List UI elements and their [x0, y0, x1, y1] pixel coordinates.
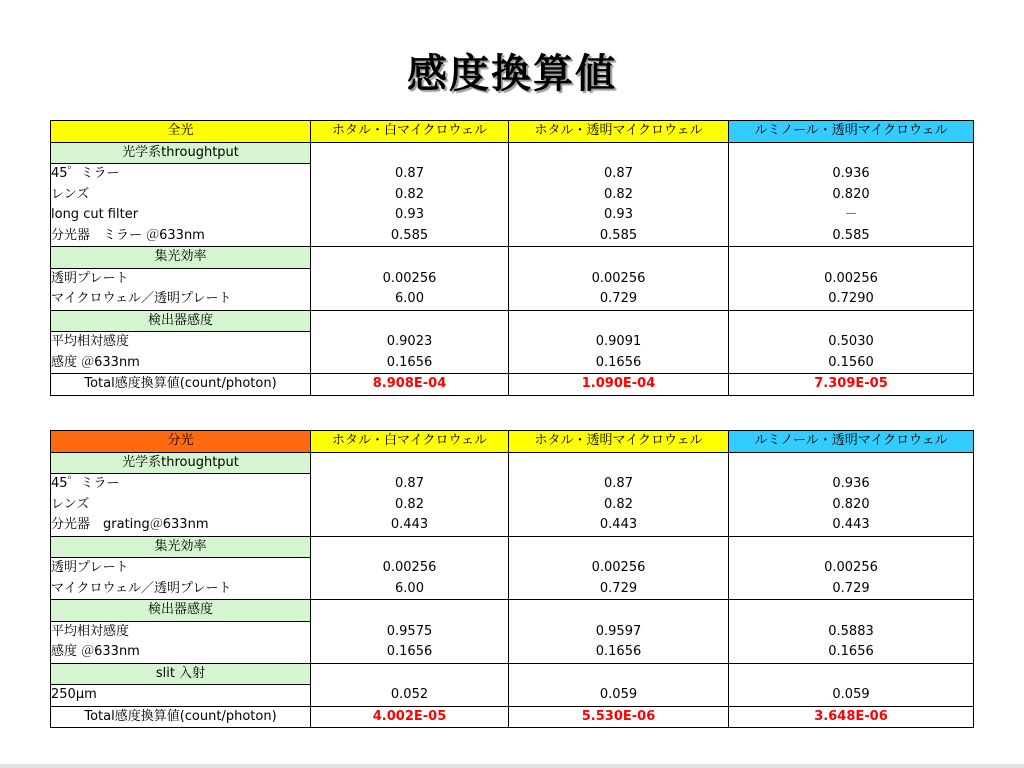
value-cell: 0.729	[509, 289, 729, 310]
row-label: マイクロウェル／透明プレート	[51, 579, 311, 600]
value-cell: 0.93	[509, 205, 729, 226]
value-cell: 0.059	[729, 685, 974, 707]
column-header: ホタル・透明マイクロウェル	[509, 121, 729, 143]
value-cell: 0.585	[729, 226, 974, 247]
section-row	[51, 452, 974, 474]
value-cell: 6.00	[311, 289, 509, 310]
table-row	[51, 332, 974, 353]
value-cell: 0.1560	[729, 353, 974, 374]
empty-cell	[311, 536, 509, 558]
row-label: 250μm	[51, 685, 311, 707]
table-row	[51, 579, 974, 600]
section-heading: 光学系throughtput	[51, 452, 311, 474]
row-label: 分光器 ミラー ＠633nm	[51, 226, 311, 247]
value-cell: 0.443	[729, 515, 974, 536]
section-row	[51, 663, 974, 685]
row-label: レンズ	[51, 495, 311, 516]
row-label: 感度 ＠633nm	[51, 642, 311, 663]
empty-cell	[509, 310, 729, 332]
column-header: ホタル・白マイクロウェル	[311, 121, 509, 143]
total-value: 3.648E-06	[729, 706, 974, 728]
table-row	[51, 515, 974, 536]
value-cell: 0.729	[509, 579, 729, 600]
section-row	[51, 247, 974, 269]
value-cell: 0.82	[311, 495, 509, 516]
sensitivity-table-spectral	[50, 430, 974, 728]
value-cell: 0.5030	[729, 332, 974, 353]
value-cell: 0.82	[509, 185, 729, 206]
empty-cell	[311, 142, 509, 164]
value-cell: 0.00256	[729, 268, 974, 289]
value-cell: 0.585	[311, 226, 509, 247]
total-value: 7.309E-05	[729, 374, 974, 396]
value-cell: 0.9023	[311, 332, 509, 353]
row-label: 45゜ミラー	[51, 474, 311, 495]
section-heading: 検出器感度	[51, 310, 311, 332]
total-row	[51, 706, 974, 728]
value-cell: －	[729, 205, 974, 226]
value-cell: 0.00256	[311, 268, 509, 289]
row-label: 感度 ＠633nm	[51, 353, 311, 374]
value-cell: 0.87	[311, 474, 509, 495]
page-title: 感度換算値	[407, 51, 617, 97]
value-cell: 0.00256	[509, 268, 729, 289]
row-label: マイクロウェル／透明プレート	[51, 289, 311, 310]
empty-cell	[311, 600, 509, 622]
table-row	[51, 495, 974, 516]
table-row	[51, 226, 974, 247]
total-value: 8.908E-04	[311, 374, 509, 396]
value-cell: 0.820	[729, 185, 974, 206]
section-heading: 集光効率	[51, 247, 311, 269]
value-cell: 0.87	[509, 164, 729, 185]
total-value: 4.002E-05	[311, 706, 509, 728]
section-row	[51, 536, 974, 558]
value-cell: 0.87	[509, 474, 729, 495]
section-row	[51, 142, 974, 164]
empty-cell	[509, 142, 729, 164]
value-cell: 0.443	[311, 515, 509, 536]
empty-cell	[729, 310, 974, 332]
empty-cell	[509, 600, 729, 622]
value-cell: 0.820	[729, 495, 974, 516]
table-row	[51, 474, 974, 495]
section-heading: 光学系throughtput	[51, 142, 311, 164]
section-row	[51, 600, 974, 622]
empty-cell	[729, 536, 974, 558]
value-cell: 0.00256	[311, 558, 509, 579]
row-label: 45゜ミラー	[51, 164, 311, 185]
table-row	[51, 185, 974, 206]
value-cell: 0.936	[729, 164, 974, 185]
value-cell: 0.87	[311, 164, 509, 185]
empty-cell	[509, 536, 729, 558]
table-header-row	[51, 431, 974, 453]
empty-cell	[311, 663, 509, 685]
empty-cell	[311, 310, 509, 332]
section-heading: 検出器感度	[51, 600, 311, 622]
empty-cell	[729, 452, 974, 474]
row-label: 平均相対感度	[51, 621, 311, 642]
empty-cell	[509, 452, 729, 474]
table-row	[51, 353, 974, 374]
column-header: ルミノール・透明マイクロウェル	[729, 121, 974, 143]
value-cell: 0.93	[311, 205, 509, 226]
table-category-header: 全光	[51, 121, 311, 143]
row-label: 平均相対感度	[51, 332, 311, 353]
row-label: long cut filter	[51, 205, 311, 226]
empty-cell	[729, 247, 974, 269]
value-cell: 0.1656	[729, 642, 974, 663]
value-cell: 0.00256	[729, 558, 974, 579]
table-row	[51, 685, 974, 707]
table-category-header: 分光	[51, 431, 311, 453]
section-heading: slit 入射	[51, 663, 311, 685]
value-cell: 0.059	[509, 685, 729, 707]
total-label: Total感度換算値(count/photon)	[51, 706, 311, 728]
value-cell: 0.5883	[729, 621, 974, 642]
table-header-row	[51, 121, 974, 143]
empty-cell	[729, 600, 974, 622]
total-value: 5.530E-06	[509, 706, 729, 728]
value-cell: 0.052	[311, 685, 509, 707]
value-cell: 0.82	[509, 495, 729, 516]
empty-cell	[509, 247, 729, 269]
empty-cell	[311, 247, 509, 269]
column-header: ルミノール・透明マイクロウェル	[729, 431, 974, 453]
empty-cell	[311, 452, 509, 474]
table-row	[51, 558, 974, 579]
column-header: ホタル・白マイクロウェル	[311, 431, 509, 453]
empty-cell	[509, 663, 729, 685]
total-label: Total感度換算値(count/photon)	[51, 374, 311, 396]
table-row	[51, 205, 974, 226]
table-row	[51, 268, 974, 289]
value-cell: 0.1656	[311, 353, 509, 374]
empty-cell	[729, 142, 974, 164]
value-cell: 6.00	[311, 579, 509, 600]
value-cell: 0.00256	[509, 558, 729, 579]
table-row	[51, 289, 974, 310]
table-row	[51, 164, 974, 185]
value-cell: 0.9091	[509, 332, 729, 353]
value-cell: 0.9575	[311, 621, 509, 642]
row-label: レンズ	[51, 185, 311, 206]
table-row	[51, 642, 974, 663]
table-row	[51, 621, 974, 642]
value-cell: 0.1656	[509, 353, 729, 374]
value-cell: 0.729	[729, 579, 974, 600]
footer-bar	[0, 764, 1024, 768]
total-row	[51, 374, 974, 396]
value-cell: 0.1656	[509, 642, 729, 663]
value-cell: 0.1656	[311, 642, 509, 663]
value-cell: 0.443	[509, 515, 729, 536]
value-cell: 0.585	[509, 226, 729, 247]
total-value: 1.090E-04	[509, 374, 729, 396]
column-header: ホタル・透明マイクロウェル	[509, 431, 729, 453]
value-cell: 0.7290	[729, 289, 974, 310]
section-row	[51, 310, 974, 332]
empty-cell	[729, 663, 974, 685]
sensitivity-table-total-light	[50, 120, 974, 396]
section-heading: 集光効率	[51, 536, 311, 558]
row-label: 分光器 grating＠633nm	[51, 515, 311, 536]
value-cell: 0.936	[729, 474, 974, 495]
value-cell: 0.82	[311, 185, 509, 206]
row-label: 透明プレート	[51, 558, 311, 579]
row-label: 透明プレート	[51, 268, 311, 289]
value-cell: 0.9597	[509, 621, 729, 642]
